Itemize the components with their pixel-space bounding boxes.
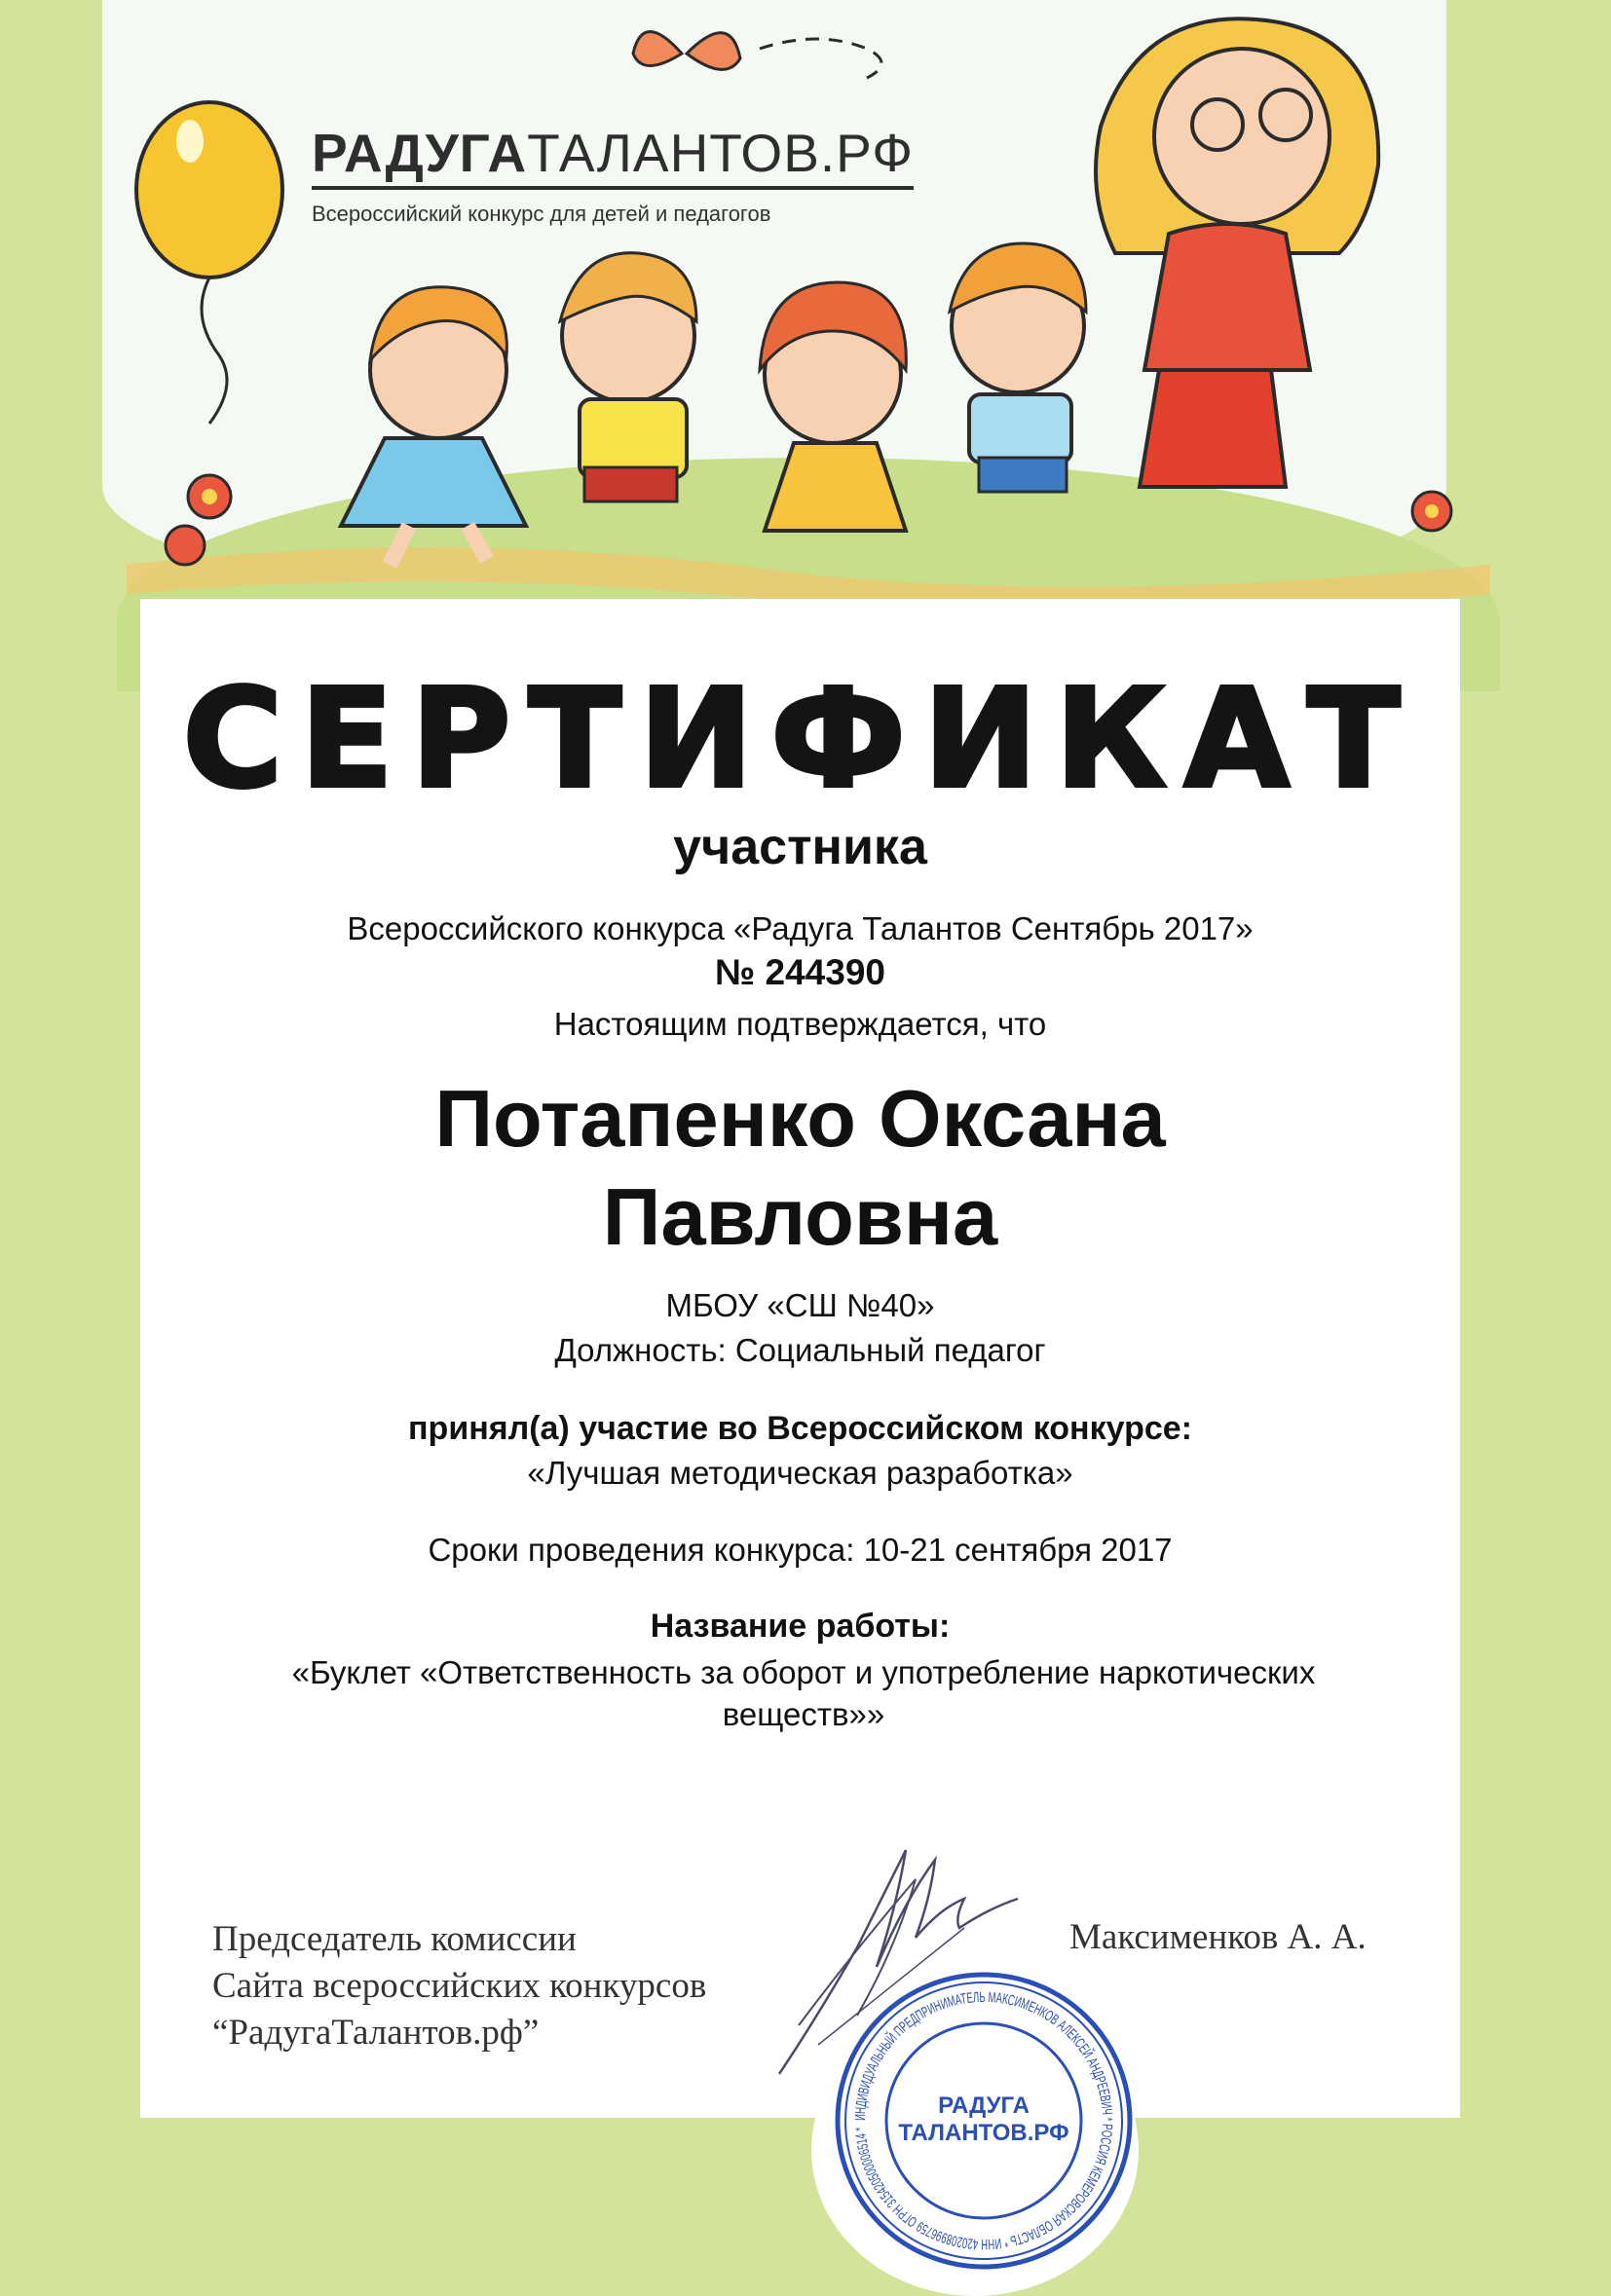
participation-line: принял(а) участие во Всероссийском конкурсе: <box>408 1410 1192 1447</box>
chairman-line3: “РадугаТалантов.рф” <box>212 2013 540 2054</box>
contest-line: Всероссийского конкурса «Радуга Талантов Сентябрь 2017» <box>347 910 1254 946</box>
chairman-line1: Председатель комиссии <box>212 1919 577 1959</box>
work-title-line2: веществ»» <box>722 1695 885 1732</box>
certificate-title: СЕРТИФИКАТ <box>182 660 1418 819</box>
work-label: Название работы: <box>650 1608 951 1645</box>
participant-name-line2: Павловна <box>602 1171 998 1263</box>
logo-bold-part: РАДУГА <box>312 123 528 183</box>
balloon-icon <box>136 102 282 424</box>
participant-name-line1: Потапенко Оксана <box>434 1073 1166 1164</box>
participant-name <box>140 1069 1460 1267</box>
work-title <box>224 1652 1383 1736</box>
child-boy-yellow <box>560 253 696 501</box>
stamp-center-line2: ТАЛАНТОВ.РФ <box>898 2120 1069 2146</box>
logo-rest-part: ТАЛАНТОВ.РФ <box>527 123 915 183</box>
nomination: «Лучшая методическая разработка» <box>527 1455 1073 1491</box>
chairman-line2: Сайта всероссийских конкурсов <box>212 1966 707 2007</box>
child-girl-blue <box>341 287 526 565</box>
logo-wordmark <box>312 123 915 190</box>
logo-subtitle: Всероссийский конкурс для детей и педагогов <box>312 202 771 226</box>
contest-dates: Сроки проведения конкурса: 10-21 сентября 2017 <box>428 1532 1173 1568</box>
organization: МБОУ «СШ №40» <box>665 1287 935 1323</box>
stamp-center-line1: РАДУГА <box>938 2092 1030 2119</box>
work-title-line1: «Буклет «Ответственность за оборот и употребление наркотических <box>291 1654 1316 1690</box>
signature <box>760 1831 1052 2103</box>
butterfly-icon <box>633 32 881 79</box>
children-teacher-illustration <box>0 0 1611 701</box>
child-boy-blue <box>950 243 1086 492</box>
confirm-line: Настоящим подтверждается, что <box>553 1006 1047 1042</box>
certificate-subtitle: участника <box>673 819 927 875</box>
position: Должность: Социальный педагог <box>554 1332 1046 1368</box>
chairman-block <box>212 1916 706 2056</box>
stamp-ring-text: ИНДИВИДУАЛЬНЫЙ ПРЕДПРИНИМАТЕЛЬ МАКСИМЕНКОВ АЛЕКСЕЙ АНДРЕЕВИЧ * РОССИЯ КЕМЕРОВСКАЯ ОБЛАСТЬ * ИНН 420208996759 ОГРН 315420500006514 * <box>851 1988 1116 2253</box>
site-logo <box>312 123 915 227</box>
signer-name: Максименков А. А. <box>1069 1917 1367 1957</box>
child-girl-yellow <box>760 282 906 531</box>
teacher-figure <box>1096 19 1378 487</box>
certificate-number: № 244390 <box>715 952 885 992</box>
